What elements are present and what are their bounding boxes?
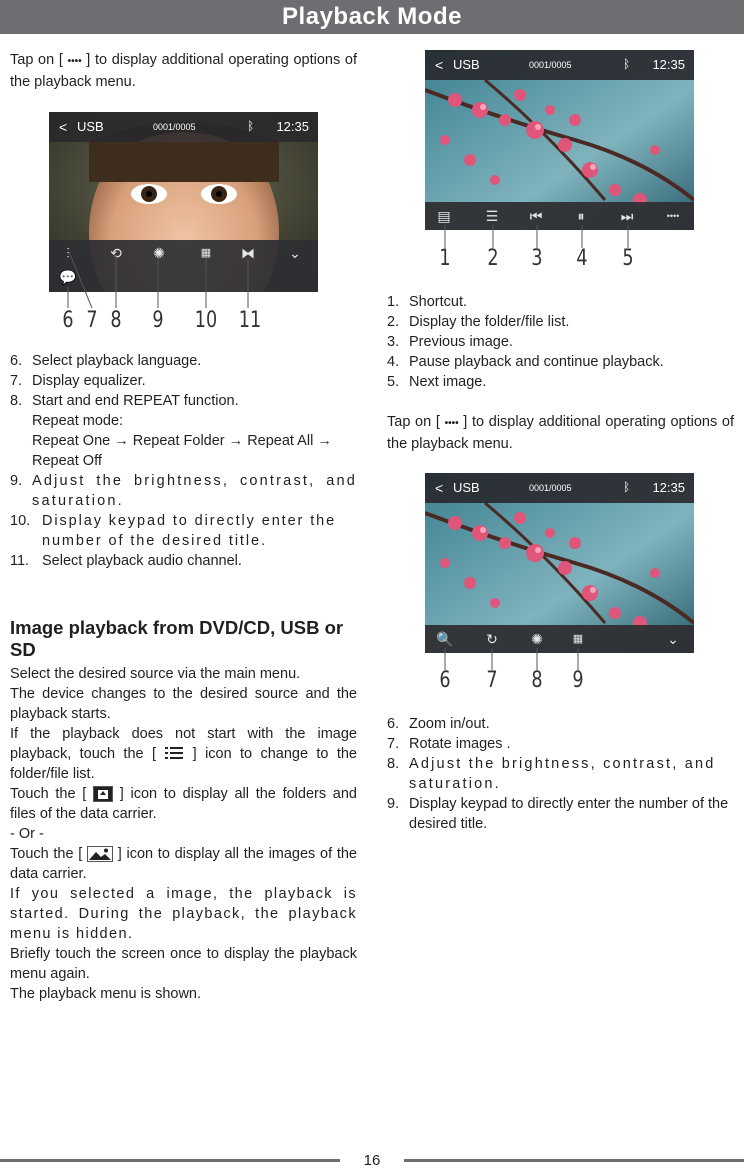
list-item: 2. Display the folder/file list. [387, 314, 570, 330]
image-screen-screenshot-1 [425, 50, 694, 230]
status-bar [425, 473, 694, 503]
image-control-bar [425, 202, 694, 230]
intro-text-post: ] to display additional operating options of the playback menu. [10, 52, 357, 90]
right-intro [387, 412, 734, 454]
zoom-icon[interactable]: 🔍 [436, 631, 454, 647]
folder-list-icon[interactable]: ☰ [485, 208, 499, 224]
rotate-icon[interactable]: ↻ [486, 631, 498, 647]
status-bar [425, 50, 694, 80]
bluetooth-icon: ᛒ [623, 480, 631, 494]
list-item: Repeat mode: [32, 413, 124, 429]
list-item: 9. Adjust the brightness, contrast, and saturation. [10, 473, 357, 509]
footer-rule-left [0, 1159, 340, 1162]
list-item: Repeat One → Repeat Folder → Repeat All → Repeat Off [32, 433, 332, 469]
paragraph: If the playback does not start with the image playback, touch the [ ] icon to change to the folder/file list. [10, 726, 357, 782]
list-item: 8. Adjust the brightness, contrast, and saturation. [387, 756, 716, 792]
source-label: USB [453, 57, 480, 72]
status-bar [49, 112, 318, 142]
left-intro [10, 50, 357, 92]
callout-1: 1 [439, 246, 451, 271]
callout-8: 8 [110, 308, 122, 333]
left-body-text [10, 664, 357, 1004]
left-function-list [10, 351, 357, 571]
callout-6: 6 [62, 308, 74, 333]
list-item: 3. Previous image. [387, 334, 513, 350]
intro-text-pre: Tap on [ [10, 52, 68, 68]
paragraph: Touch the [ ] icon to display all the images of the data carrier. [10, 846, 357, 882]
list-item: 7. Display equalizer. [10, 373, 146, 389]
collapse-icon[interactable]: ⌄ [289, 245, 301, 261]
collapse-icon[interactable]: ⌄ [667, 631, 679, 647]
audio-channel-icon[interactable]: ⧓ [241, 245, 255, 261]
pause-icon[interactable]: ⏸ [577, 208, 585, 224]
callout-9: 9 [152, 308, 164, 333]
paragraph: Briefly touch the screen once to display the playback menu again. [10, 946, 357, 982]
callout-9: 9 [572, 668, 584, 693]
track-counter: 0001/0005 [153, 122, 196, 132]
clock: 12:35 [276, 119, 309, 134]
list-item: 9. Display keypad to directly enter the number of the desired title. [387, 796, 729, 832]
image-icon [87, 846, 113, 862]
callout-7: 7 [486, 668, 498, 693]
extended-control-bar [49, 240, 318, 292]
folder-icon [93, 786, 113, 802]
clock: 12:35 [652, 480, 685, 495]
paragraph: The device changes to the desired source and the playback starts. [10, 686, 357, 722]
callout-5: 5 [622, 246, 634, 271]
callout-6: 6 [439, 668, 451, 693]
list-item: 11. Select playback audio channel. [10, 553, 242, 569]
source-label: USB [453, 480, 480, 495]
list-item: 6. Select playback language. [10, 353, 202, 369]
callout-7: 7 [86, 308, 98, 333]
image-extended-control-bar [425, 625, 694, 653]
intro-text-post: ] to display additional operating options of the playback menu. [387, 414, 734, 452]
track-counter: 0001/0005 [529, 60, 572, 70]
next-icon[interactable]: ⏭ [620, 208, 634, 224]
brightness-icon[interactable]: ✺ [531, 631, 543, 647]
page-number: 16 [363, 1152, 381, 1169]
intro-text-pre: Tap on [ [387, 414, 445, 430]
page-header: Playback Mode [0, 0, 744, 34]
list-item: 7. Rotate images . [387, 736, 511, 752]
list-icon [164, 745, 184, 761]
section-title: Image playback from DVD/CD, USB or SD [10, 617, 344, 660]
bluetooth-icon: ᛒ [247, 119, 255, 133]
keypad-icon[interactable]: ▦ [572, 633, 584, 645]
repeat-icon[interactable]: ⟲ [110, 245, 122, 261]
callout-11: 11 [238, 308, 262, 333]
video-screen-screenshot [49, 112, 318, 292]
list-item: 4. Pause playback and continue playback. [387, 354, 664, 370]
page-footer [0, 1152, 744, 1168]
list-item: 8. Start and end REPEAT function. [10, 393, 239, 409]
more-options-icon: •••• [67, 56, 82, 67]
brightness-icon[interactable]: ✺ [153, 245, 165, 261]
clock: 12:35 [652, 57, 685, 72]
language-icon[interactable]: 💬 [59, 269, 77, 285]
source-label: USB [77, 119, 104, 134]
list-item: 5. Next image. [387, 374, 487, 390]
callout-4: 4 [576, 246, 588, 271]
list-item: 10. Display keypad to directly enter the number of the desired title. [10, 513, 337, 549]
right-function-list-2 [387, 714, 734, 834]
paragraph: The playback menu is shown. [10, 986, 202, 1002]
paragraph: If you selected a image, the playback is started. During the playback, the playback menu is hidden. [10, 886, 357, 942]
callout-10: 10 [194, 308, 218, 333]
equalizer-icon[interactable]: ⫶ [66, 245, 70, 261]
list-item: 1. Shortcut. [387, 294, 468, 310]
track-counter: 0001/0005 [529, 483, 572, 493]
keypad-icon[interactable]: ▦ [200, 247, 212, 259]
bluetooth-icon: ᛒ [623, 57, 631, 71]
callout-8: 8 [531, 668, 543, 693]
image-screen-screenshot-2 [425, 473, 694, 653]
previous-icon[interactable]: ⏮ [529, 208, 543, 224]
callout-2: 2 [487, 246, 499, 271]
callout-3: 3 [531, 246, 543, 271]
paragraph: Touch the [ ] icon to display all the folders and files of the data carrier. [10, 786, 357, 822]
back-icon[interactable]: < [435, 57, 444, 73]
more-options-icon: •••• [444, 418, 459, 429]
shortcut-icon[interactable]: ▤ [437, 208, 451, 224]
back-icon[interactable]: < [435, 480, 444, 496]
paragraph: - Or - [10, 826, 44, 842]
right-function-list-1 [387, 292, 734, 392]
more-options-icon[interactable]: •••• [666, 211, 680, 221]
back-icon[interactable]: < [59, 119, 68, 135]
footer-rule-right [404, 1159, 744, 1162]
list-item: 6. Zoom in/out. [387, 716, 490, 732]
paragraph: Select the desired source via the main menu. [10, 666, 301, 682]
